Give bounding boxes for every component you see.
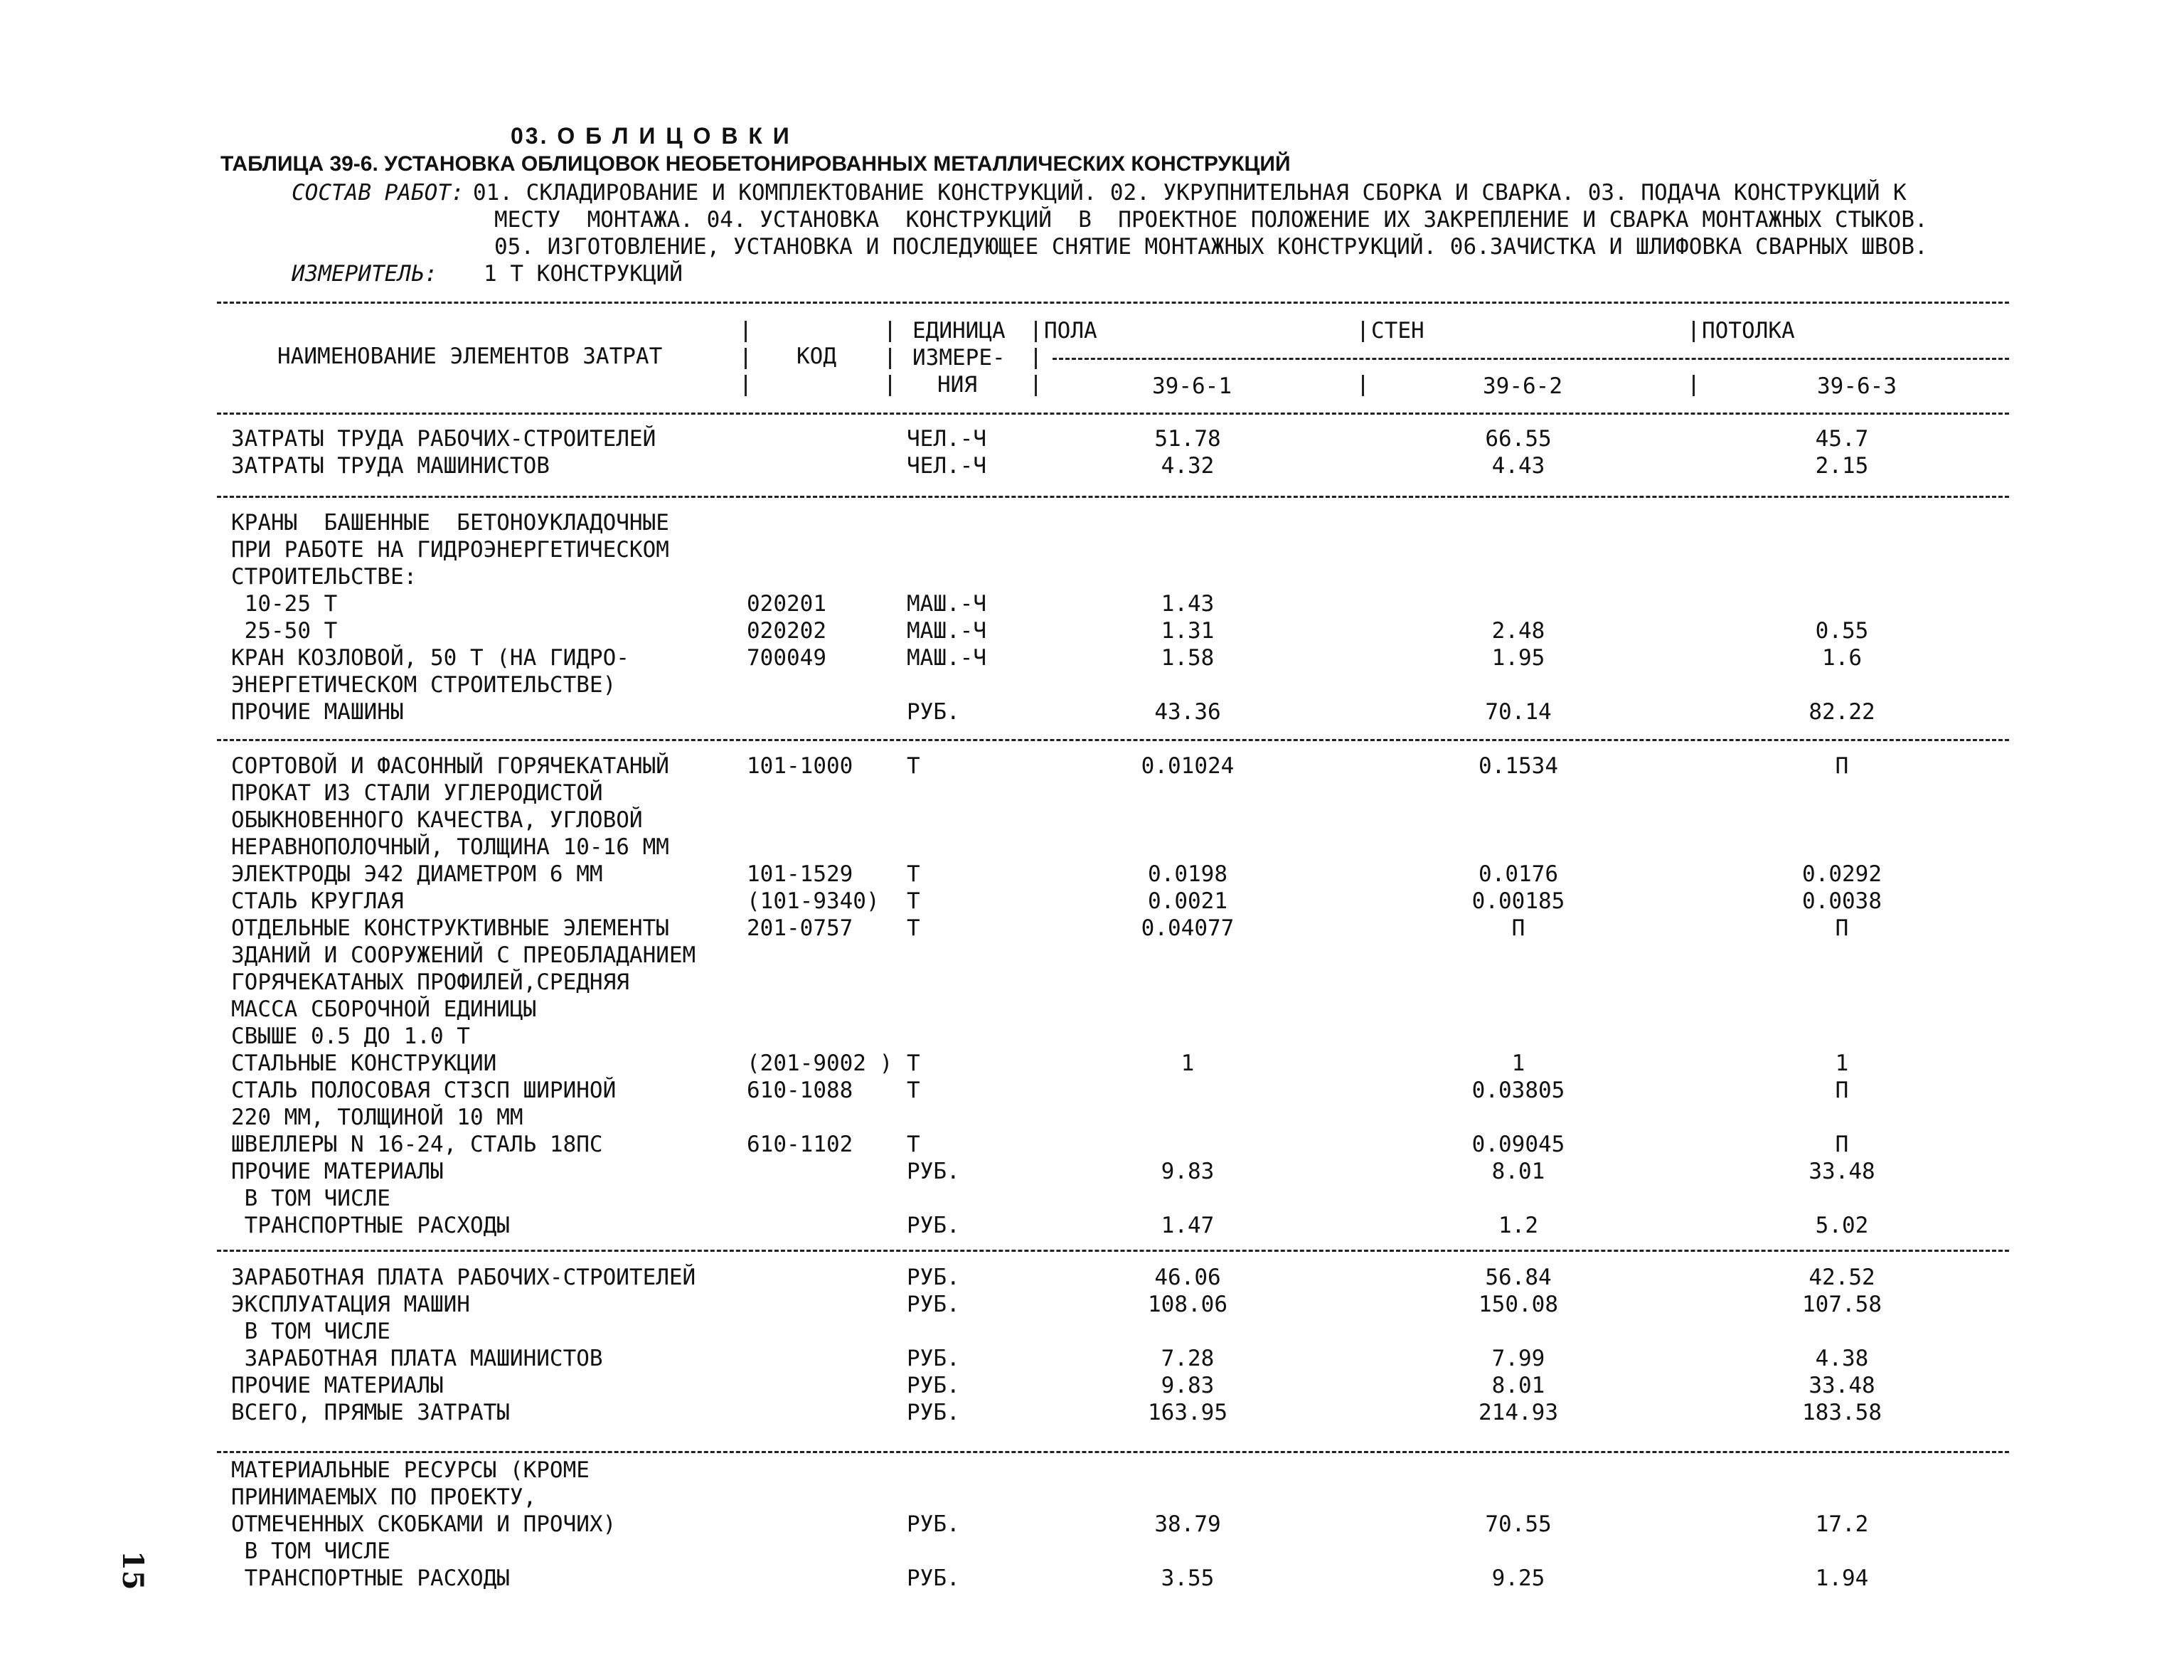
table-row: [0, 1484, 2184, 1511]
cell-value-39-6-1: 1: [1181, 1051, 1195, 1076]
cell-value-39-6-3: 0.0292: [1802, 861, 1882, 887]
cell-value-39-6-2: 70.55: [1485, 1511, 1552, 1537]
table-row: [0, 1185, 2184, 1212]
table-row: [0, 1264, 2184, 1291]
col-name-header: НАИМЕНОВАНИЕ ЭЛЕМЕНТОВ ЗАТРАТ: [277, 344, 663, 369]
cell-name: ЗАТРАТЫ ТРУДА РАБОЧИХ-СТРОИТЕЛЕЙ: [231, 426, 656, 452]
divider: [217, 1250, 2009, 1252]
cell-value-39-6-1: 1.47: [1161, 1213, 1215, 1238]
table-row: [0, 753, 2184, 780]
cell-value-39-6-3: 107.58: [1802, 1292, 1882, 1317]
cell-value-39-6-3: 1: [1835, 1051, 1849, 1076]
table-row: [0, 1318, 2184, 1345]
cell-name: ПРИНИМАЕМЫХ ПО ПРОЕКТУ,: [231, 1484, 537, 1510]
cell-value-39-6-1: 0.01024: [1141, 753, 1235, 779]
cell-value-39-6-3: 33.48: [1809, 1159, 1875, 1184]
cell-code: 700049: [747, 645, 826, 671]
cell-value-39-6-2: 150.08: [1479, 1292, 1558, 1317]
separator: [889, 375, 891, 396]
cell-unit: РУБ.: [907, 1159, 960, 1184]
cell-value-39-6-2: 1.95: [1491, 645, 1545, 671]
work-line-1: 01. СКЛАДИРОВАНИЕ И КОМПЛЕКТОВАНИЕ КОНСТРУКЦИЙ. 02. УКРУПНИТЕЛЬНАЯ СБОРКА И СВАРКА. 03. ПОДАЧА КОНСТРУКЦИЙ К: [473, 180, 1907, 206]
separator: [745, 375, 747, 396]
cell-value-39-6-1: 0.04077: [1141, 915, 1235, 941]
section-title: 03. О Б Л И Ц О В К И: [511, 123, 792, 149]
cell-name: СВЫШЕ 0.5 ДО 1.0 Т: [231, 1024, 470, 1049]
cell-name: ТРАНСПОРТНЫЕ РАСХОДЫ: [231, 1213, 510, 1238]
cell-value-39-6-1: 1.31: [1161, 618, 1215, 644]
cell-value-39-6-2: 0.1534: [1479, 753, 1558, 779]
cell-unit: РУБ.: [907, 1346, 960, 1371]
separator: [1035, 375, 1037, 396]
table-row: [0, 698, 2184, 725]
cell-value-39-6-3: 5.02: [1815, 1213, 1869, 1238]
cell-value-39-6-1: 9.83: [1161, 1159, 1215, 1184]
cell-value-39-6-1: 0.0021: [1148, 888, 1227, 914]
table-row: [0, 644, 2184, 671]
cell-name: В ТОМ ЧИСЛЕ: [231, 1319, 390, 1344]
cell-name: В ТОМ ЧИСЛЕ: [231, 1538, 390, 1564]
cell-name: СТАЛЬНЫЕ КОНСТРУКЦИИ: [231, 1051, 497, 1076]
cell-name: МАССА СБОРОЧНОЙ ЕДИНИЦЫ: [231, 996, 537, 1022]
group-ceiling: ПОТОЛКА: [1702, 318, 1795, 344]
cell-value-39-6-3: 0.55: [1815, 618, 1869, 644]
page-number: 15: [116, 1551, 149, 1590]
cell-value-39-6-2: 70.14: [1485, 699, 1552, 725]
cell-name: ЗАРАБОТНАЯ ПЛАТА РАБОЧИХ-СТРОИТЕЛЕЙ: [231, 1265, 696, 1290]
col-code-39-6-3: 39-6-3: [1817, 373, 1897, 399]
cell-name: ПРИ РАБОТЕ НА ГИДРОЭНЕРГЕТИЧЕСКОМ: [231, 537, 669, 563]
table-row: [0, 1457, 2184, 1484]
cell-value-39-6-2: П: [1511, 915, 1525, 941]
cell-name: КРАН КОЗЛОВОЙ, 50 Т (НА ГИДРО-: [231, 645, 629, 671]
cell-code: 020201: [747, 591, 826, 617]
cell-unit: Т: [907, 1051, 920, 1076]
group-walls: СТЕН: [1371, 318, 1424, 344]
cell-name: НЕРАВНОПОЛОЧНЫЙ, ТОЛЩИНА 10-16 ММ: [231, 834, 669, 860]
cell-name: ЗАРАБОТНАЯ ПЛАТА МАШИНИСТОВ: [231, 1346, 603, 1371]
cell-value-39-6-3: 0.0038: [1802, 888, 1882, 914]
cell-unit: РУБ.: [907, 1373, 960, 1398]
cell-name: СТАЛЬ ПОЛОСОВАЯ СТ3СП ШИРИНОЙ: [231, 1078, 617, 1103]
table-row: [0, 452, 2184, 479]
table-row: [0, 1104, 2184, 1131]
cell-name: ЭЛЕКТРОДЫ Э42 ДИАМЕТРОМ 6 ММ: [231, 861, 603, 887]
cell-value-39-6-1: 108.06: [1148, 1292, 1227, 1317]
cell-unit: Т: [907, 1132, 920, 1157]
cell-value-39-6-2: 0.09045: [1471, 1132, 1565, 1157]
table-row: [0, 1538, 2184, 1565]
cell-value-39-6-2: 66.55: [1485, 426, 1552, 452]
table-row: [0, 861, 2184, 888]
cell-unit: РУБ.: [907, 1213, 960, 1238]
separator: [889, 321, 891, 342]
cell-name: СТРОИТЕЛЬСТВЕ:: [231, 564, 417, 590]
cell-value-39-6-2: 0.0176: [1479, 861, 1558, 887]
table-row: [0, 1023, 2184, 1050]
cell-code: 020202: [747, 618, 826, 644]
separator: [1362, 375, 1364, 396]
cell-name: ТРАНСПОРТНЫЕ РАСХОДЫ: [231, 1565, 510, 1591]
cell-value-39-6-3: П: [1835, 915, 1849, 941]
col-unit-header-2: ИЗМЕРЕ-: [912, 345, 1006, 371]
col-code-39-6-1: 39-6-1: [1152, 373, 1232, 399]
cell-value-39-6-3: П: [1835, 1078, 1849, 1103]
cell-value-39-6-1: 163.95: [1148, 1400, 1227, 1425]
cell-value-39-6-2: 0.00185: [1471, 888, 1565, 914]
cell-value-39-6-2: 8.01: [1491, 1373, 1545, 1398]
separator: [745, 348, 747, 369]
table-row: [0, 671, 2184, 698]
cell-value-39-6-3: 17.2: [1815, 1511, 1869, 1537]
table-row: [0, 509, 2184, 536]
table-row: [0, 1565, 2184, 1592]
cell-unit: РУБ.: [907, 1265, 960, 1290]
col-unit-header-3: НИЯ: [937, 372, 977, 398]
cell-value-39-6-3: 33.48: [1809, 1373, 1875, 1398]
table-row: [0, 1131, 2184, 1158]
table-row: [0, 563, 2184, 590]
separator: [1362, 321, 1364, 342]
divider: [217, 739, 2009, 741]
cell-value-39-6-1: 3.55: [1161, 1565, 1215, 1591]
cell-value-39-6-2: 8.01: [1491, 1159, 1545, 1184]
cell-code: 101-1529: [747, 861, 853, 887]
separator: [745, 321, 747, 342]
cell-unit: РУБ.: [907, 699, 960, 725]
cell-unit: Т: [907, 915, 920, 941]
table-row: [0, 1345, 2184, 1372]
cell-name: СТАЛЬ КРУГЛАЯ: [231, 888, 404, 914]
cell-name: ЗДАНИЙ И СООРУЖЕНИЙ С ПРЕОБЛАДАНИЕМ: [231, 942, 696, 968]
cell-unit: Т: [907, 888, 920, 914]
separator: [1693, 321, 1695, 342]
table-row: [0, 942, 2184, 969]
table-row: [0, 1077, 2184, 1104]
col-code-39-6-2: 39-6-2: [1483, 373, 1562, 399]
divider: [217, 302, 2009, 304]
cell-value-39-6-3: 183.58: [1802, 1400, 1882, 1425]
cell-name: 10-25 Т: [231, 591, 338, 617]
cell-code: (101-9340): [747, 888, 880, 914]
table-row: [0, 807, 2184, 834]
cell-name: В ТОМ ЧИСЛЕ: [231, 1186, 390, 1211]
cell-value-39-6-1: 51.78: [1154, 426, 1221, 452]
cell-value-39-6-1: 38.79: [1154, 1511, 1221, 1537]
cell-unit: РУБ.: [907, 1400, 960, 1425]
col-unit-header-1: ЕДИНИЦА: [912, 318, 1006, 344]
separator: [889, 348, 891, 369]
cell-value-39-6-1: 9.83: [1161, 1373, 1215, 1398]
table-row: [0, 1511, 2184, 1538]
cell-unit: РУБ.: [907, 1565, 960, 1591]
cell-value-39-6-1: 7.28: [1161, 1346, 1215, 1371]
table-row: [0, 617, 2184, 644]
measure-label: ИЗМЕРИТЕЛЬ:: [292, 261, 438, 287]
cell-unit: Т: [907, 753, 920, 779]
col-code-header: КОД: [797, 344, 836, 369]
cell-value-39-6-3: П: [1835, 1132, 1849, 1157]
cell-name: МАТЕРИАЛЬНЫЕ РЕСУРСЫ (КРОМЕ: [231, 1457, 590, 1483]
cell-value-39-6-2: 0.03805: [1471, 1078, 1565, 1103]
table-row: [0, 1399, 2184, 1426]
cell-value-39-6-3: 2.15: [1815, 453, 1869, 479]
cell-unit: МАШ.-Ч: [907, 618, 986, 644]
measure-value: 1 Т КОНСТРУКЦИЙ: [484, 261, 683, 287]
table-row: [0, 425, 2184, 452]
separator: [1693, 375, 1695, 396]
cell-value-39-6-3: 42.52: [1809, 1265, 1875, 1290]
cell-code: 201-0757: [747, 915, 853, 941]
cell-value-39-6-3: 82.22: [1809, 699, 1875, 725]
table-row: [0, 834, 2184, 861]
divider: [217, 413, 2009, 415]
cell-name: ЗАТРАТЫ ТРУДА МАШИНИСТОВ: [231, 453, 550, 479]
cell-name: ВСЕГО, ПРЯМЫЕ ЗАТРАТЫ: [231, 1400, 510, 1425]
cell-name: ПРОКАТ ИЗ СТАЛИ УГЛЕРОДИСТОЙ: [231, 780, 603, 806]
work-label: СОСТАВ РАБОТ:: [292, 180, 464, 206]
cell-value-39-6-1: 4.32: [1161, 453, 1215, 479]
separator: [1035, 348, 1037, 369]
divider: [1053, 358, 2009, 360]
divider: [217, 1451, 2009, 1453]
cell-code: 610-1088: [747, 1078, 853, 1103]
cell-code: (201-9002 ): [747, 1051, 893, 1076]
table-row: [0, 1291, 2184, 1318]
cell-value-39-6-1: 1.43: [1161, 591, 1215, 617]
cell-value-39-6-2: 214.93: [1479, 1400, 1558, 1425]
cell-code: 610-1102: [747, 1132, 853, 1157]
cell-name: КРАНЫ БАШЕННЫЕ БЕТОНОУКЛАДОЧНЫЕ: [231, 510, 669, 536]
cell-name: СОРТОВОЙ И ФАСОННЫЙ ГОРЯЧЕКАТАНЫЙ: [231, 753, 669, 779]
cell-value-39-6-1: 1.58: [1161, 645, 1215, 671]
cell-name: ЭКСПЛУАТАЦИЯ МАШИН: [231, 1292, 470, 1317]
table-row: [0, 915, 2184, 942]
cell-name: 25-50 Т: [231, 618, 338, 644]
cell-name: ПРОЧИЕ МАШИНЫ: [231, 699, 404, 725]
cell-unit: МАШ.-Ч: [907, 645, 986, 671]
cell-unit: РУБ.: [907, 1511, 960, 1537]
table-row: [0, 1212, 2184, 1239]
cell-value-39-6-2: 1: [1511, 1051, 1525, 1076]
cell-value-39-6-3: 4.38: [1815, 1346, 1869, 1371]
cell-value-39-6-3: П: [1835, 753, 1849, 779]
cell-value-39-6-2: 9.25: [1491, 1565, 1545, 1591]
work-line-3: 05. ИЗГОТОВЛЕНИЕ, УСТАНОВКА И ПОСЛЕДУЮЩЕЕ СНЯТИЕ МОНТАЖНЫХ КОНСТРУКЦИЙ. 06.ЗАЧИСТКА И ШЛИФОВКА СВАРНЫХ ШВОВ.: [494, 234, 1928, 260]
cell-value-39-6-2: 1.2: [1498, 1213, 1538, 1238]
cell-name: ШВЕЛЛЕРЫ N 16-24, СТАЛЬ 18ПС: [231, 1132, 603, 1157]
cell-name: ЭНЕРГЕТИЧЕСКОМ СТРОИТЕЛЬСТВЕ): [231, 672, 617, 698]
cell-name: 220 ММ, ТОЛЩИНОЙ 10 ММ: [231, 1105, 523, 1130]
table-row: [0, 1158, 2184, 1185]
cell-value-39-6-1: 46.06: [1154, 1265, 1221, 1290]
table-row: [0, 1050, 2184, 1077]
table-row: [0, 780, 2184, 807]
separator: [1035, 321, 1037, 342]
group-floor: ПОЛА: [1044, 318, 1097, 344]
cell-unit: РУБ.: [907, 1292, 960, 1317]
cell-value-39-6-2: 2.48: [1491, 618, 1545, 644]
cell-value-39-6-3: 1.94: [1815, 1565, 1869, 1591]
cell-value-39-6-1: 43.36: [1154, 699, 1221, 725]
cell-unit: ЧЕЛ.-Ч: [907, 426, 986, 452]
cell-value-39-6-1: 0.0198: [1148, 861, 1227, 887]
cell-unit: МАШ.-Ч: [907, 591, 986, 617]
work-line-2: МЕСТУ МОНТАЖА. 04. УСТАНОВКА КОНСТРУКЦИЙ В ПРОЕКТНОЕ ПОЛОЖЕНИЕ ИХ ЗАКРЕПЛЕНИЕ И СВАРКА МОНТАЖНЫХ СТЫКОВ.: [494, 207, 1928, 233]
table-row: [0, 996, 2184, 1023]
cell-unit: ЧЕЛ.-Ч: [907, 453, 986, 479]
cell-value-39-6-2: 4.43: [1491, 453, 1545, 479]
cell-value-39-6-3: 1.6: [1822, 645, 1862, 671]
table-row: [0, 888, 2184, 915]
table-row: [0, 590, 2184, 617]
divider: [217, 496, 2009, 498]
cell-name: ПРОЧИЕ МАТЕРИАЛЫ: [231, 1373, 444, 1398]
table-row: [0, 536, 2184, 563]
cell-unit: Т: [907, 1078, 920, 1103]
cell-name: ПРОЧИЕ МАТЕРИАЛЫ: [231, 1159, 444, 1184]
cell-value-39-6-3: 45.7: [1815, 426, 1869, 452]
table-title: ТАБЛИЦА 39-6. УСТАНОВКА ОБЛИЦОВОК НЕОБЕТОНИРОВАННЫХ МЕТАЛЛИЧЕСКИХ КОНСТРУКЦИЙ: [220, 152, 1291, 176]
cell-name: ОБЫКНОВЕННОГО КАЧЕСТВА, УГЛОВОЙ: [231, 807, 643, 833]
cell-value-39-6-2: 56.84: [1485, 1265, 1552, 1290]
table-row: [0, 1372, 2184, 1399]
cell-name: ОТМЕЧЕННЫХ СКОБКАМИ И ПРОЧИХ): [231, 1511, 617, 1537]
cell-code: 101-1000: [747, 753, 853, 779]
cell-name: ГОРЯЧЕКАТАНЫХ ПРОФИЛЕЙ,СРЕДНЯЯ: [231, 969, 629, 995]
cell-name: ОТДЕЛЬНЫЕ КОНСТРУКТИВНЫЕ ЭЛЕМЕНТЫ: [231, 915, 669, 941]
cell-value-39-6-2: 7.99: [1491, 1346, 1545, 1371]
table-row: [0, 969, 2184, 996]
cell-unit: Т: [907, 861, 920, 887]
